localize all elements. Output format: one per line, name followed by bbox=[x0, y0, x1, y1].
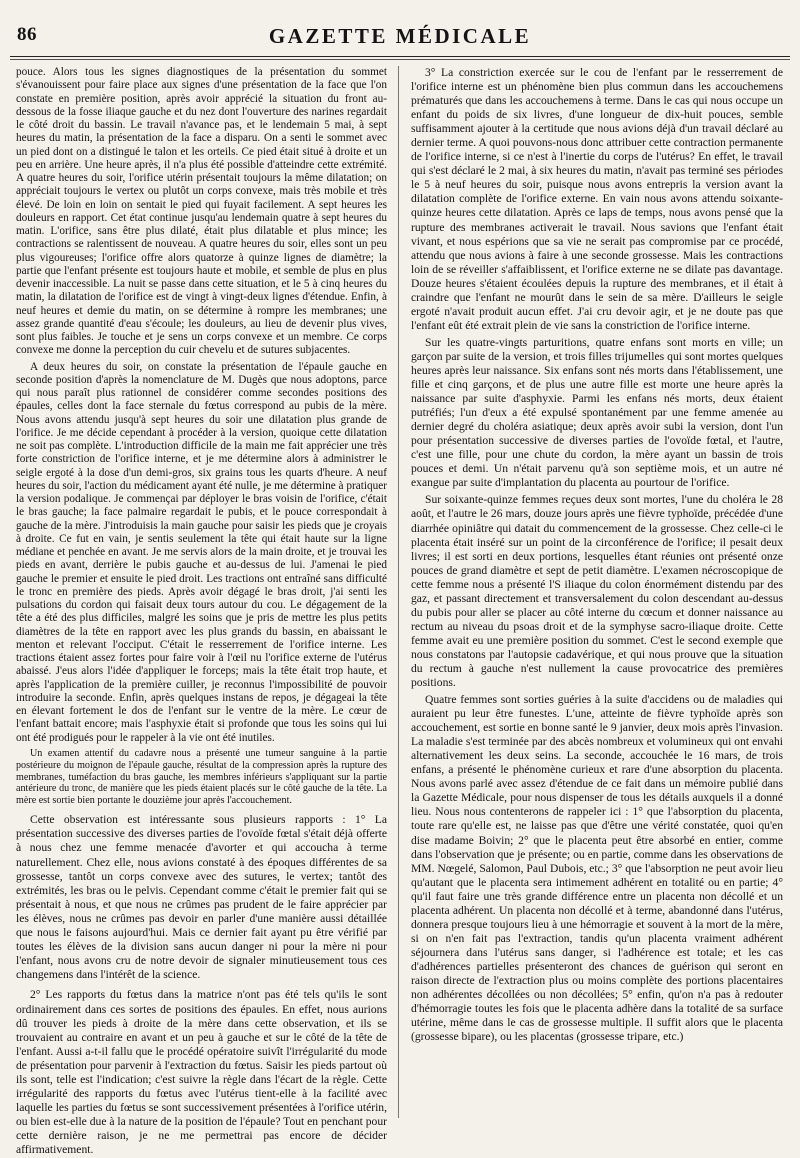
paragraph: 3° La constriction exercée sur le cou de l'enfant par le resserrement de l'orifice interne est un phénomène bien plus commun dans les accouchemens prématurés que dans les accouchemens à terme. Dans le cas qui nous occupe un enfant du poids de six livres, d'une longueur de dix-huit pouces, semble suffisamment ajouter à la certitude que nous avions déjà d'un travail déclaré au dernier terme. A quoi pouvons-nous donc attribuer cette contraction permanente de l'orifice interne, si ce n'est à l'inertie du corps de l'utérus? En effet, le travail qui s'est déclaré le 2 mai, à six heures du matin, n'avait pas terminé ses périodes le 5 à neuf heures du soir, puisque nous avons entrepris la version avant la dilatation complète de l'orifice externe. En vain nous avons attendu soixante-quinze heures cette dilatation. Après ce laps de temps, nous avons pensé que la rupture des membranes activerait le travail. Nous savions que l'enfant était vivant, et nous espérions que sa vie ne serait pas compromise par ce procédé, attendu que nous avions à faire à une seconde grossesse. Mais les contractions loin de se réveiller s'affaiblissent, et l'orifice externe ne se dilate pas davantage. Douze heures s'étaient écoulées depuis la rupture des membranes, et il était à craindre que l'enfant ne mourût dans le sein de sa mère. D'ailleurs le seigle ergoté n'avait produit aucun effet. J'ai cru devoir agir, et je ne doute pas que l'enfant eût été extrait plein de vie sans la constriction de l'orifice interne. bbox=[411, 66, 783, 332]
paragraph: Sur soixante-quinze femmes reçues deux sont mortes, l'une du choléra le 28 août, et l'autre le 26 mars, douze jours après une fièvre typhoïde, précédée d'une diarrhée opiniâtre qui datait du commencement de la grossesse. Chez celle-ci le placenta était inséré sur un point de la circonférence de l'orifice; il pesait deux livres; il est sorti en deux portions, lesquelles étant réunies ont présenté onze pouces de grand diamètre et sept de petit diamètre. L'examen nécroscopique de cette femme nous a présenté l'S iliaque du colon énormément distendu par des gaz, et passant directement et transversalement du colon descendant au-dessus du pubis pour aller se placer au côté interne du cœcum et donner naissance au rectum au niveau du psoas droit et de la symphyse sacro-iliaque droite. Cette femme avait eu une première position du sommet. C'est le second exemple que nous constatons par l'autopsie cadavérique, et qui nous prouve que la situation du rectum à gauche n'est nullement la cause provocatrice des premières positions. bbox=[411, 493, 783, 690]
paragraph: 2° Les rapports du fœtus dans la matrice n'ont pas été tels qu'ils le sont ordinairement dans ces sortes de positions des épaules. En effet, nous aurions dû trouver les pieds à droite de la mère dans cette observation, et ils se trouvaient au contraire en avant et un peu à gauche et sur le côté de la tête de l'enfant. Aussi a-t-il fallu que le procédé opératoire suivît l'irrégularité du mode de présentation pour parvenir à l'extraction du fœtus. Saisir les pieds partout où ils sont, telle est l'indication; c'est suivre la règle dans l'écart de la règle. Cette irrégularité des rapports du fœtus avec l'utérus tient-elle à la facilité avec laquelle les parties du fœtus se sont successivement présentées à l'orifice utérin, ou bien est-elle due à la nature de la position de l'épaule? Tout en penchant pour cette dernière raison, je ne me permettrai pas encore de décider affirmativement. bbox=[16, 988, 387, 1157]
paragraph: Un examen attentif du cadavre nous a présenté une tumeur sanguine à la partie postérieure du moignon de l'épaule gauche, résultat de la compression après la rupture des membranes, tuméfaction du bras gauche, les membres inférieurs s'appliquant sur la partie antérieure du tronc, de manière que les pieds étaient placés sur le côté gauche de la tête. La mère est sortie bien portante le douzième jour après l'accouchement. bbox=[16, 747, 387, 807]
left-column bbox=[16, 66, 387, 1157]
paragraph: pouce. Alors tous les signes diagnostiques de la présentation du sommet s'évanouissent pour faire place aux signes d'une présentation de la face que l'on constate en première position, après avoir apprécié la situation du front au-dessous de la fosse iliaque gauche et du nez dont l'ouverture des narines regardait le côté droit du bassin. Le travail n'avance pas, et le lendemain 5 mai, à sept heures du matin, la présentation de la face a disparu. On a senti le sommet avec un pied dont on a distingué le talon et les orteils. Ce pied était situé à droite et un peu en arrière. Une heure après, il n'a plus été possible d'atteindre cette extrémité. A quatre heures du soir, l'orifice utérin présentait toujours la même dilatation; on appréciait toujours le vertex ou plutôt un corps convexe, mais très mobile et très élevé. De loin en loin on sentait le pied qui fuyait facilement. A sept heures les douleurs en rapport. Cet état continue jusqu'au lendemain quatre à sept heures du matin. L'orifice, sans être plus dilaté, était plus dilatable et plus mince; les contractions se ralentissent de nouveau. A quatre heures du soir, elles sont un peu plus vigoureuses; l'orifice offre alors quatorze à quinze lignes de diamètre; la partie que l'enfant présente est toujours haute et mobile, et semble de plus en plus devenir inaccessible. La nuit se passe dans cette situation, et le 5 à cinq heures du matin, la dilatation de l'orifice est de vingt à vingt-deux lignes d'étendue. Enfin, à neuf heures et demie du matin, on se détermine à rompre les membranes; une assez grande quantité d'eau s'écoule; les douleurs, au lieu de devenir plus vives, sont plus faibles. Je touche et je sens un corps convexe et un membre. Ce corps convexe me donne la perception du cuir chevelu et de sutures subjacentes. bbox=[16, 66, 387, 357]
header-rule-thin bbox=[10, 59, 790, 60]
column-divider bbox=[398, 66, 399, 1118]
paragraph: Sur les quatre-vingts parturitions, quatre enfans sont morts en ville; un garçon par suite de la version, et trois filles trijumelles qui sont mortes quelques heures après leur naissance. Six enfans sont nés morts dans l'établissement, une fille et cinq garçons, et de plus une autre fille est morte une heure après la naissance par suite d'asphyxie. Parmi les enfans nés morts, deux étaient putréfiés; l'un d'eux a été expulsé spontanément par une femme amenée au dernier degré du choléra asiatique; deux après avoir subi la version, dont l'un pour présentation successive de diverses parties de l'ovoïde fœtal, et l'autre, c'est une fille, pour une chute du cordon, la mère ayant un bassin de trois pouces et demi. Un n'était parvenu qu'à son septième mois, et un autre né exangue par suite d'implantation du placenta au pourtour de l'orifice. bbox=[411, 335, 783, 490]
right-column bbox=[411, 66, 783, 1121]
paragraph: Cette observation est intéressante sous plusieurs rapports : 1° La présentation successive des diverses parties de l'ovoïde fœtal s'était déjà offerte à nous chez une femme menacée d'avorter et qui accoucha à terme naturellement. Chez elle, nous avions constaté à des époques différentes de sa grossesse, tantôt un corps convexe avec des sutures, le vertex; tantôt des extrémités, les bras ou le pelvis. Cependant comme c'était le premier fait qui se présentait à nous, et que nous ne crûmes pas prudent de le faire apprécier par les élèves, nous ne crûmes pas devoir en parler d'une manière aussi détaillée que nous le faisons aujourd'hui. Mais ce dernier fait ayant pu être vérifié par toutes les élèves de la division sans aucun danger ni pour la mère ni pour l'enfant, nous avons cru de notre devoir de signaler minutieusement tous ces changemens dans l'intérêt de la science. bbox=[16, 813, 387, 982]
page-number: 86 bbox=[17, 24, 37, 45]
page-title: GAZETTE MÉDICALE bbox=[268, 24, 532, 48]
paragraph: A deux heures du soir, on constate la présentation de l'épaule gauche en seconde position d'après la nomenclature de M. Dugès que nous adoptons, parce qui nous paraît plus rationnel de considérer comme secondes positions des épaules, celles dont la face sternale du fœtus correspond au pubis de la mère. Nous avons attendu jusqu'à sept heures du soir une dilatation plus grande de l'orifice. Je me décide cependant à procéder à la version, quoique cette dilatation ne soit pas complète. L'introduction difficile de la main me fait apprécier une très forte constriction de l'orifice interne, et je me détermine alors à administrer le seigle ergoté à la dose d'un demi-gros, six grains tous les quarts d'heure. A neuf heures du soir, l'action du médicament ayant été nulle, je me détermine à pratiquer la version podalique. Je commençai par déployer le bras voisin de l'orifice, c'était le bras gauche; la face palmaire regardait le pubis, et le pouce correspondait à gauche de la mère. J'introduisis la main gauche pour saisir les pieds que je croyais à droite. Ce fut en vain, je sentis seulement la tête qui était haute sur la ligne médiane et penchée en avant. Je me servis alors de la main droite, et je trouvai les pieds en avant, derrière le pubis gauche et au-dessus de lui. J'amenai le pied gauche le premier et ensuite le pied droit. Les tractions ont entraîné sans difficulté le tronc en première des pieds. Après avoir dégagé le bras droit, j'ai senti les pulsations du cordon qui faisait deux tours autour du cou. Le dégagement de la tête a été des plus difficiles, malgré les soins que je pris de mettre les plus petits diamètres de la tête en rapport avec les plus grands du bassin, en abaissant le menton et relevant l'occiput. C'était le resserrement de l'orifice interne. Les tractions étaient assez fortes pour faire voir à l'œil nu l'orifice externe de l'utérus abaissé. J'eus alors l'idée d'appliquer le forceps; mais la tête était trop haute, et après l'application de la première cuiller, je reconnus l'impossibilité de pouvoir introduire la seconde. Enfin, après quelques instans de repos, je dégageai la tête en élevant fortement le dos de l'enfant sur le ventre de la mère. Le cœur de l'enfant battait encore; mais l'asphyxie était si profonde que tous les soins qui lui ont été prodigués pour le rappeler à la vie ont été inutiles. bbox=[16, 360, 387, 744]
paragraph: Quatre femmes sont sorties guéries à la suite d'accidens ou de maladies qui auraient pu leur être funestes. L'une, atteinte de fièvre typhoïde après son accouchement, est sortie en bonne santé le 9 janvier, deux mois après l'invasion. La maladie s'est terminée par des abcès nombreux et volumineux qui ont envahi alternativement les deux seins. La seconde, accouchée le 16 mars, de trois enfans, a présenté le phénomène curieux et rare d'une absorption du placenta. Nous avons parlé avec assez d'étendue de ce fait dans un mémoire publié dans la Gazette Médicale, pour nous dispenser de tous les détails auxquels il a donné lieu. Nous nous contenterons de rappeler ici : 1° que l'absorption du placenta, toute rare qu'elle est, ne laisse pas que d'être une vérité constatée, quoi qu'en dise madame Boivin; 2° que le placenta peut être absorbé en entier, comme dans l'observation que je présente; ou en partie, comme dans les observations de MM. Nœgelé, Salomon, Paul Dubois, etc.; 3° que l'absorption ne peut avoir lieu qu'autant que le placenta sera intimement adhérent en totalité ou en partie; 4° qu'il faut faire une très grande différence entre un placenta non décollé et un placenta adhérent. Un placenta non décollé et à terme, abandonné dans l'utérus, donnera presque toujours lieu à une hémorragie et souvent à la mort de la mère, si on n'en fait pas l'extraction, tandis qu'un placenta vraiment adhérent séjournera dans l'utérus sans danger, si l'adhérence est totale; et les cas d'adhérences partielles présenteront des chances de guérison qui seront en raison directe de l'extraction plus ou moins complète des portions placentaires non adhérentes décollées ou non décollées; 5° enfin, qu'on n'a pas à redouter d'hémorragie toutes les fois que le placenta adhère dans la totalité de sa surface utérine, même dans le cas de grossesse multiple. Il suffit alors que le placenta (grossesse bipare), ou les placentas (grossesse tripare, etc.) bbox=[411, 693, 784, 1044]
header-rule bbox=[10, 56, 790, 57]
